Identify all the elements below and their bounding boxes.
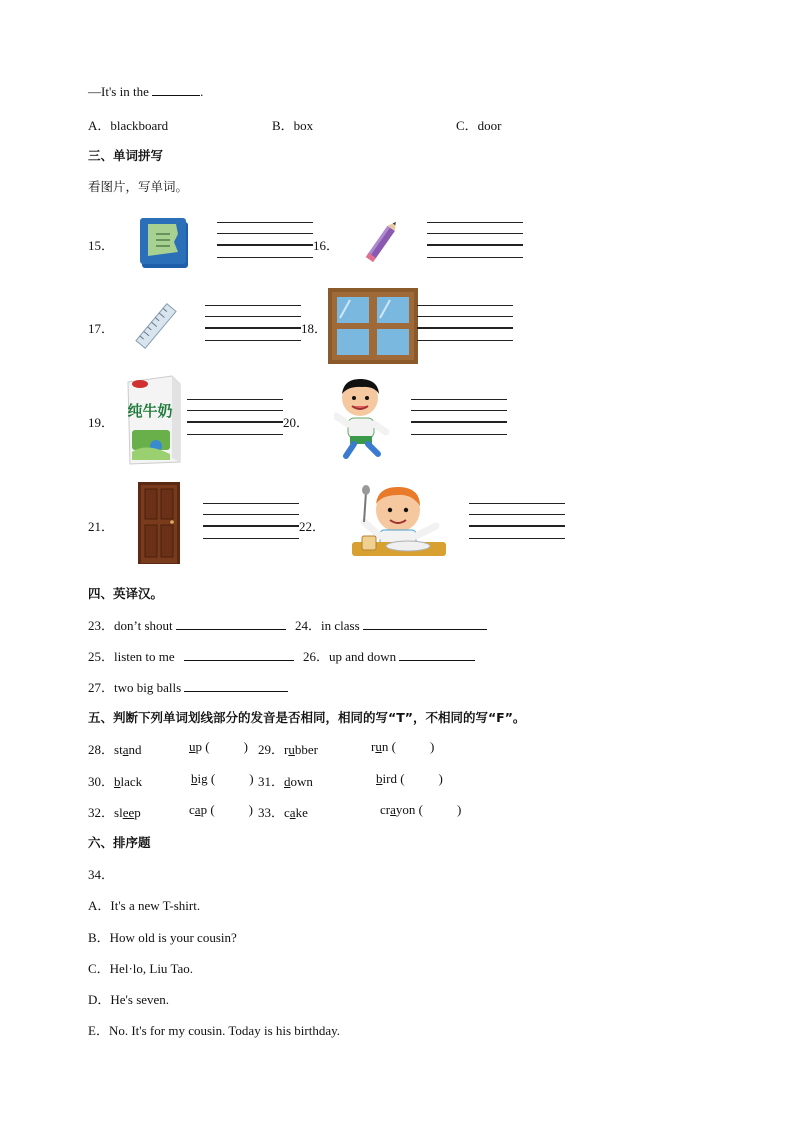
answer-blank[interactable]	[184, 680, 288, 692]
item-number: 16．	[313, 238, 340, 253]
translate-item-25: 25．listen to me	[88, 646, 294, 665]
question-number: 34．	[88, 867, 115, 882]
item-number: 17．	[88, 321, 115, 336]
item-number: 22．	[299, 519, 326, 534]
phonics-item-31: 31．down	[258, 774, 313, 789]
translate-item-23: 23．don’t shout	[88, 615, 286, 634]
phonics-pair-33: crayon ( )	[380, 802, 462, 817]
answer-blank[interactable]	[176, 618, 286, 630]
option-c[interactable]: C．door	[456, 118, 502, 133]
boy-eating-icon	[348, 480, 448, 562]
item-number: 18．	[301, 321, 328, 336]
window-icon	[328, 288, 418, 364]
milk-carton-label: 纯牛奶	[127, 402, 173, 420]
phonics-pair-31: bird ( )	[376, 771, 443, 786]
translate-item-26: 26．up and down	[303, 646, 475, 665]
section-3-instruction: 看图片，写单词。	[88, 179, 189, 194]
translate-item-24: 24．in class	[295, 615, 487, 634]
phonics-item-28: 28．stand	[88, 742, 142, 757]
sort-option-a: A．It's a new T-shirt.	[88, 898, 201, 913]
section-6-title: 六、排序题	[88, 835, 151, 850]
option-b[interactable]: B．box	[272, 118, 314, 133]
phonics-item-33: 33．cake	[258, 805, 308, 820]
answer-blank[interactable]	[399, 649, 475, 661]
item-number: 20．	[283, 415, 310, 430]
sort-option-d: D．He's seven.	[88, 992, 170, 1007]
phonics-pair-32: cap ( )	[189, 802, 253, 817]
book-icon	[136, 212, 196, 272]
sort-option-c: C．Hel·lo, Liu Tao.	[88, 961, 194, 976]
phonics-item-30: 30．black	[88, 774, 143, 789]
boy-icon	[334, 376, 390, 460]
phonics-item-29: 29．rubber	[258, 742, 318, 757]
section-4-title: 四、英译汉。	[88, 586, 164, 601]
question-line: —It's in the .	[88, 84, 204, 99]
item-number: 19．	[88, 415, 115, 430]
phonics-pair-29: run ( )	[371, 739, 435, 754]
translate-item-27: 27．two big balls	[88, 677, 288, 696]
milk-carton-icon	[122, 372, 182, 466]
item-number: 15．	[88, 238, 115, 253]
answer-blank[interactable]	[184, 649, 294, 661]
door-icon	[138, 482, 180, 564]
phonics-pair-28: up ( )	[189, 739, 248, 754]
section-3-title: 三、单词拼写	[88, 148, 164, 163]
ruler-icon	[130, 300, 182, 352]
item-number: 21．	[88, 519, 115, 534]
phonics-item-32: 32．sleep	[88, 805, 141, 820]
answer-blank[interactable]	[152, 84, 200, 96]
sort-option-b: B．How old is your cousin?	[88, 930, 237, 945]
sort-option-e: E．No. It's for my cousin. Today is his birthday.	[88, 1023, 341, 1038]
section-5-title: 五、判断下列单词划线部分的发音是否相同，相同的写“T”，不相同的写“F”。	[88, 710, 526, 725]
option-a[interactable]: A．blackboard	[88, 118, 169, 133]
answer-blank[interactable]	[363, 618, 487, 630]
pencil-icon	[360, 216, 406, 266]
phonics-pair-30: big ( )	[191, 771, 254, 786]
